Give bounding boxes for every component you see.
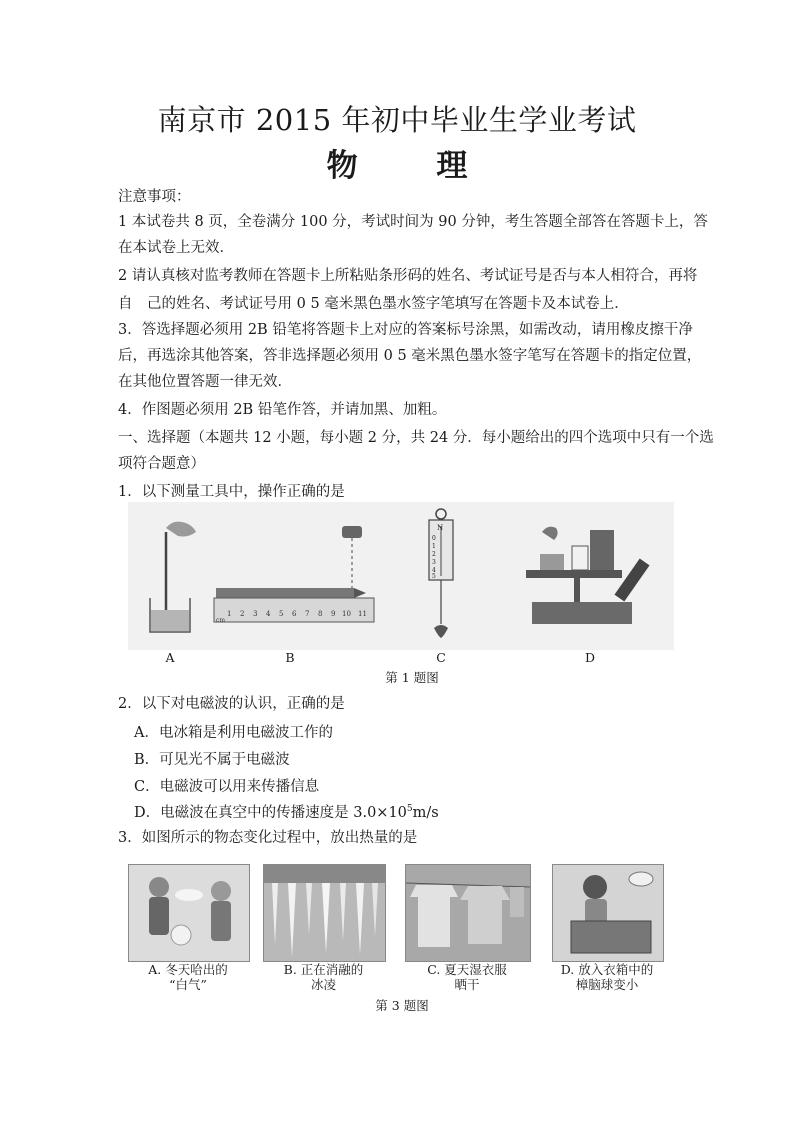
note-line: 在其他位置答题一律无效． [118,374,292,390]
question-2-option-c: C．电磁波可以用来传播信息 [134,779,320,795]
figure-1-label-d: D [584,650,596,665]
scale-tick-label: 4 [432,567,436,574]
ruler-tick-label: cm [216,617,226,624]
subject-title [0,140,794,185]
option-d-text: D．电磁波在真空中的传播速度是 3.0×10 [134,805,407,821]
question-2-option-a: A．电冰箱是利用电磁波工作的 [134,725,333,741]
figure-3c-image [405,864,531,962]
caption-line: B. 正在消融的 [283,962,364,977]
exam-title: 南京市 2015 年初中毕业生学业考试 [157,103,637,137]
drying-clothes-illustration [406,865,530,961]
caption-line: 冰凌 [310,977,336,992]
figure-1-label-a: A [165,650,175,665]
caption-line: 樟脑球变小 [575,977,639,992]
note-line: 4．作图题必须用 2B 铅笔作答，并请加黑、加粗。 [118,402,447,418]
question-2-option-d [134,801,439,822]
figure-3d-caption [546,962,668,992]
figure-3a-image [128,864,250,962]
caption-line: “白气” [169,977,207,992]
note-line: 1 本试卷共 8 页，全卷满分 100 分，考试时间为 90 分钟，考生答题全部答在答题卡上，答 [118,214,708,230]
scale-tick-label: 1 [432,543,436,550]
figure-3c-caption [405,962,529,992]
figure-3b-caption [263,962,384,992]
children-breath-illustration [129,865,249,961]
figure-1-label-c: C [436,650,446,665]
option-d-unit: m/s [412,805,439,821]
caption-line: C. 夏天湿衣服 [427,962,507,977]
scale-tick-label: 5 [432,573,436,580]
section-heading-cont: 项符合题意） [118,456,205,472]
notes-heading: 注意事项： [118,189,191,205]
option-d-exponent: 5 [406,804,413,815]
ruler-tick-label: 4 [266,610,271,618]
ruler-tick-label: 1 [227,610,232,618]
scale-tick-label: 2 [432,551,436,558]
ruler-tick-label: 3 [253,610,258,618]
ruler-tick-label: 10 [342,610,351,618]
subject-char-1: 物 [326,148,358,184]
ruler-tick-label: 11 [358,610,367,618]
note-line: 自 己的姓名、考试证号用 0 5 毫米黑色墨水签字笔填写在答题卡及本试卷上． [118,296,629,312]
camphor-suitcase-illustration [553,865,663,961]
ruler-tick-label: 9 [331,610,336,618]
note-line: 2 请认真核对监考教师在答题卡上所粘贴条形码的姓名、考试证号是否与本人相符合，再将 [118,268,698,284]
figure-3a-caption [128,962,248,992]
figure-3d-image [552,864,664,962]
figure-3b-image [263,864,386,962]
ruler-tick-label: 7 [305,610,310,618]
question-3-stem: 3．如图所示的物态变化过程中，放出热量的是 [118,830,418,846]
figure-1-label-b: B [285,650,295,665]
scale-unit: N [437,524,444,532]
scale-tick-label: 0 [432,535,436,542]
question-1-stem: 1．以下测量工具中，操作正确的是 [118,484,345,500]
section-heading: 一、选择题（本题共 12 小题，每小题 2 分，共 24 分．每小题给出的四个选项中只有一个选 [118,430,714,446]
scale-tick-label: 3 [432,559,436,566]
caption-line: D. 放入衣箱中的 [560,962,654,977]
note-line: 在本试卷上无效． [118,240,234,256]
caption-line: A. 冬天哈出的 [148,962,228,977]
question-2-stem: 2．以下对电磁波的认识，正确的是 [118,696,345,712]
caption-line: 晒干 [454,977,480,992]
subject-char-2: 理 [436,148,468,184]
ruler-tick-label: 8 [318,610,323,618]
note-line: 3．答选择题必须用 2B 铅笔将答题卡上对应的答案标号涂黑，如需改动，请用橡皮擦干净 [118,322,693,338]
ruler-tick-label: 2 [240,610,245,618]
question-2-option-b: B．可见光不属于电磁波 [134,752,290,768]
figure-1-caption: 第 1 题图 [385,670,439,685]
note-line: 后，再选涂其他答案，答非选择题必须用 0 5 毫米黑色墨水签字笔写在答题卡的指定位置， [118,348,702,364]
ruler-tick-label: 5 [279,610,284,618]
question-1-figure [128,502,674,650]
ruler-tick-label: 6 [292,610,297,618]
icicles-illustration [264,865,385,961]
figure-3-caption: 第 3 题图 [375,998,429,1013]
